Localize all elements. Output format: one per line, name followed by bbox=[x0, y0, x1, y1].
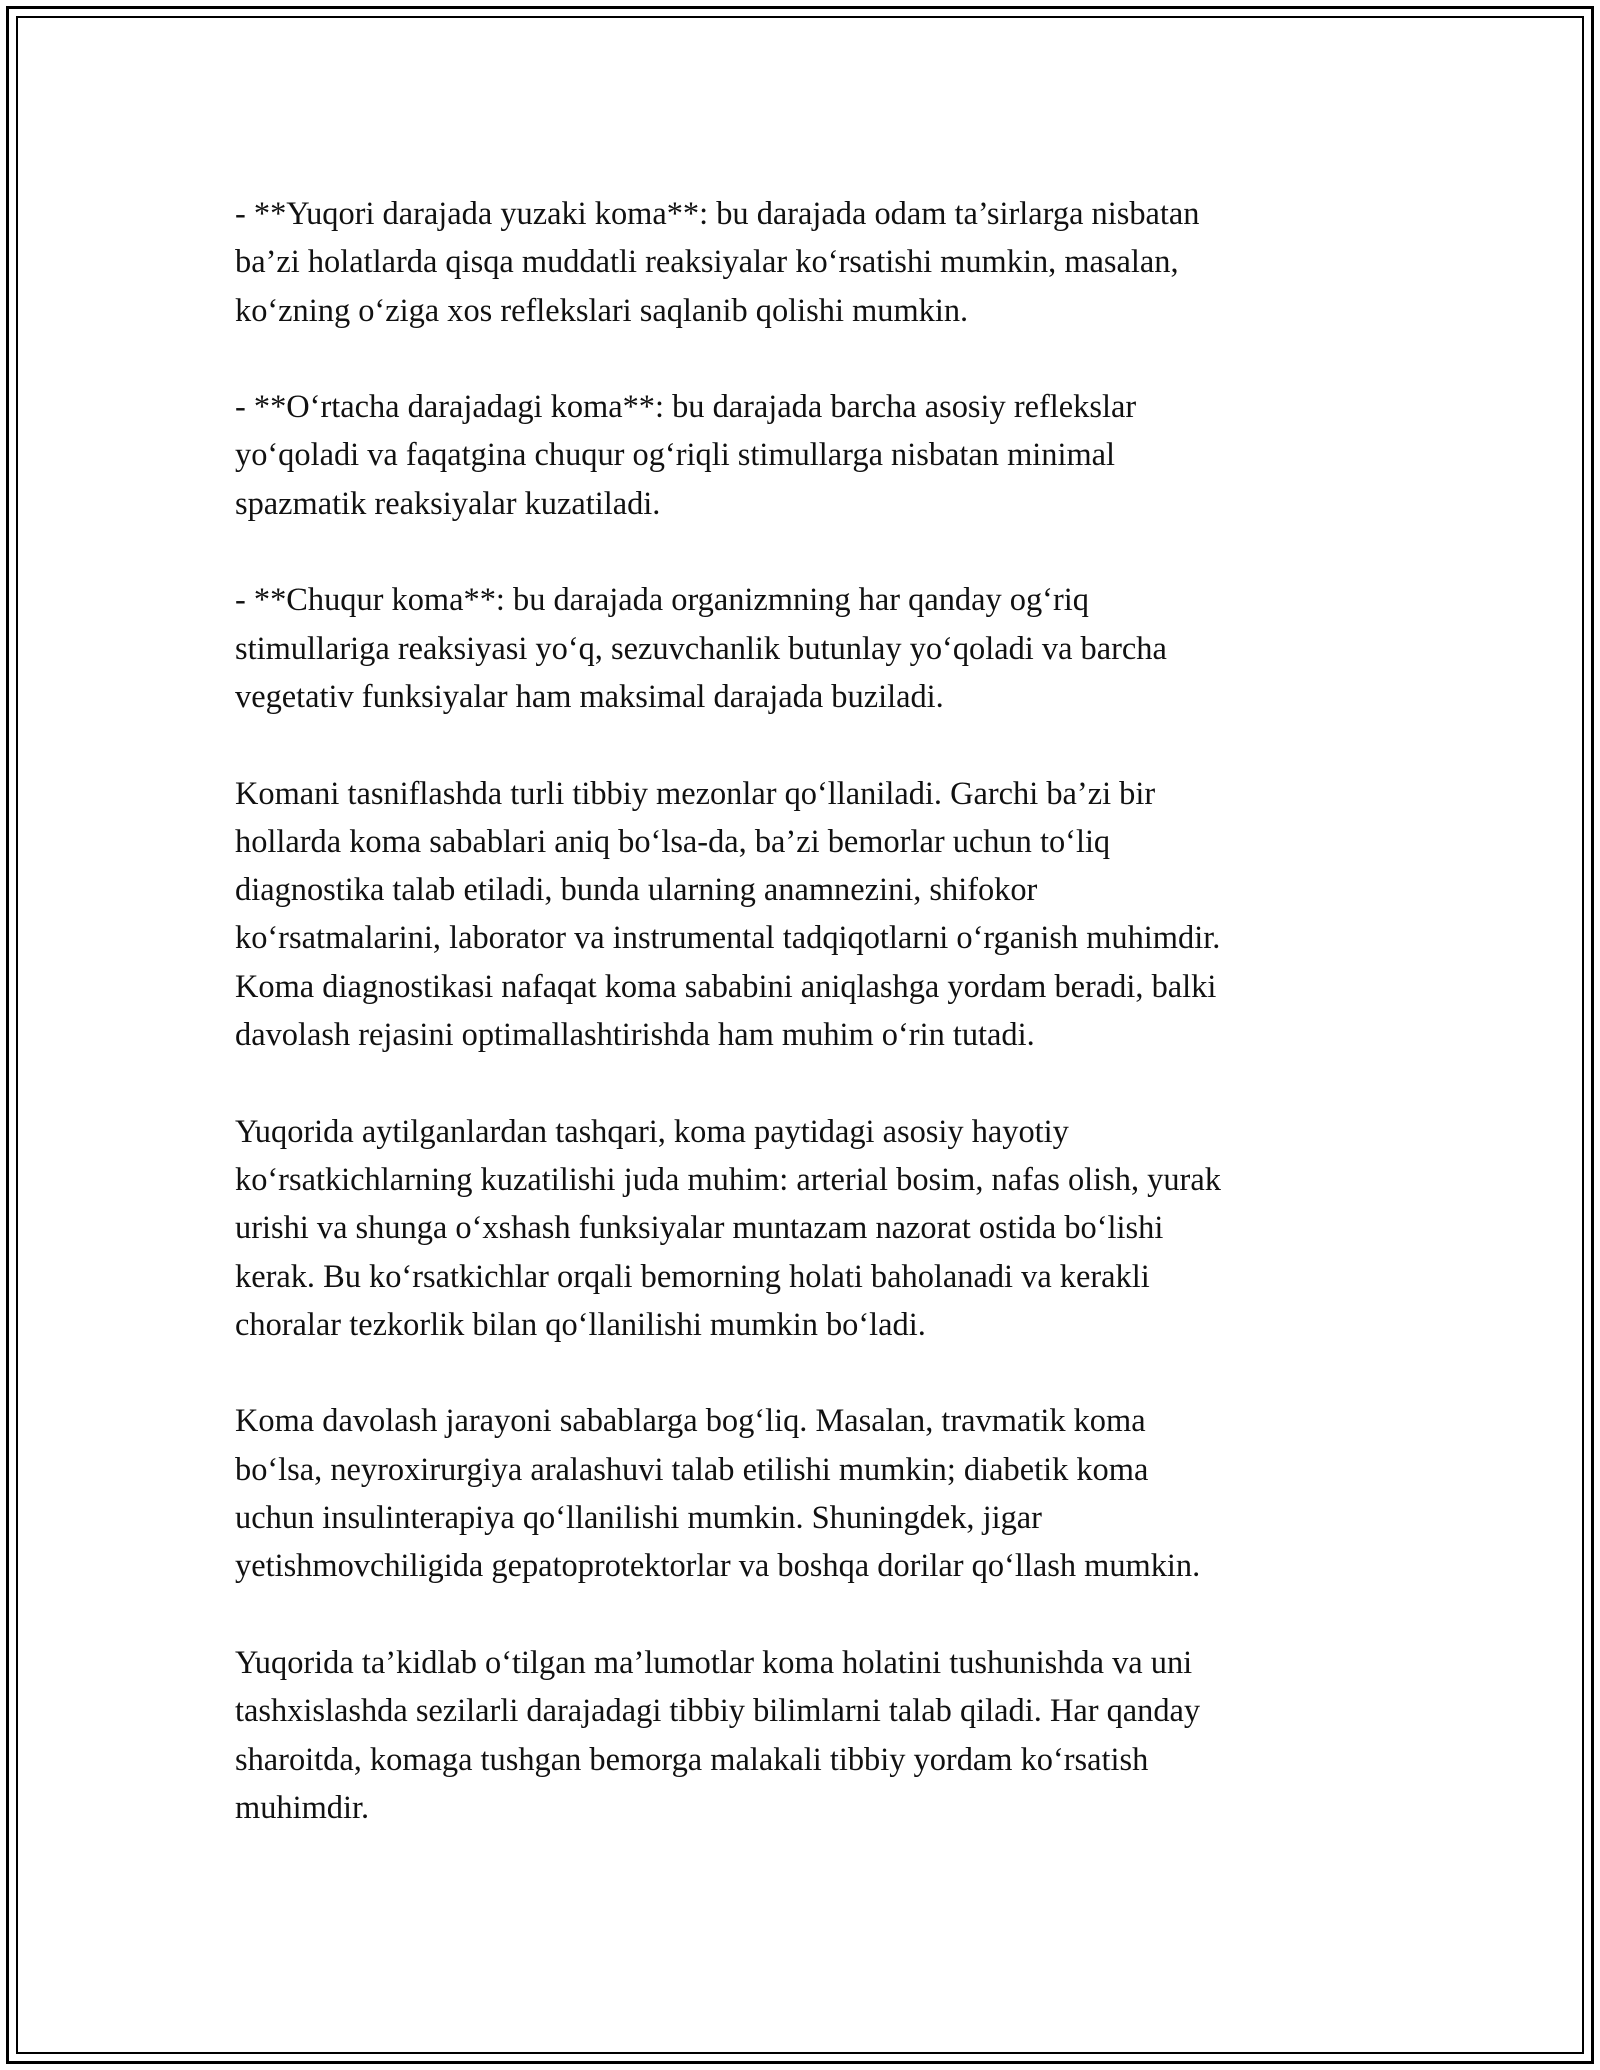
paragraph-classification: Komani tasniflashda turli tibbiy mezonlar qo‘llaniladi. Garchi ba’zi bir hollarda koma sabablari aniq bo‘lsa-da, ba’zi bemorlar uchun to‘liq diagnostika talab etiladi, bunda ularning anamnezini, shifokor ko‘rsatmalarini, laborator va instrumental tadqiqotlarni o‘rganish muhimdir. Koma diagnostikasi nafaqat koma sababini aniqlashga yordam beradi, balki davolash rejasini optimallashtirishda ham muhim o‘rin tutadi. bbox=[235, 775, 1221, 1054]
paragraph-superficial-coma: - **Yuqori darajada yuzaki koma**: bu darajada odam ta’sirlarga nisbatan ba’zi holatlarda qisqa muddatli reaksiyalar ko‘rsatishi mumkin, masalan, ko‘zning o‘ziga xos reflekslari saqlanib qolishi mumkin. bbox=[235, 196, 1200, 329]
paragraph-conclusion: Yuqorida ta’kidlab o‘tilgan ma’lumotlar koma holatini tushunishda va uni tashxislashda sezilarli darajadagi tibbiy bilimlarni talab qiladi. Har qanday sharoitda, komaga tushgan bemorga malakali tibbiy yordam ko‘rsatish muhimdir. bbox=[235, 1644, 1201, 1826]
paragraph-treatment: Koma davolash jarayoni sabablarga bog‘liq. Masalan, travmatik koma bo‘lsa, neyroxirurgiya aralashuvi talab etilishi mumkin; diabetik koma uchun insulinterapiya qo‘llanilishi mumkin. Shuningdek, jigar yetishmovchiligida gepatoprotektorlar va boshqa dorilar qo‘llash mumkin. bbox=[235, 1403, 1201, 1585]
paragraph-vital-signs: Yuqorida aytilganlardan tashqari, koma paytidagi asosiy hayotiy ko‘rsatkichlarning kuzatilishi juda muhim: arterial bosim, nafas olish, yurak urishi va shunga o‘xshash funksiyalar muntazam nazorat ostida bo‘lishi kerak. Bu ko‘rsatkichlar orqali bemorning holati baholanadi va kerakli choralar tezkorlik bilan qo‘llanilishi mumkin bo‘ladi. bbox=[235, 1113, 1221, 1343]
paragraph-deep-coma: - **Chuqur koma**: bu darajada organizmning har qanday og‘riq stimullariga reaksiyasi yo‘q, sezuvchanlik butunlay yo‘qoladi va barcha vegetativ funksiyalar ham maksimal darajada buziladi. bbox=[235, 582, 1167, 715]
paragraph-moderate-coma: - **O‘rtacha darajadagi koma**: bu darajada barcha asosiy reflekslar yo‘qoladi va faqatgina chuqur og‘riqli stimullarga nisbatan minimal spazmatik reaksiyalar kuzatiladi. bbox=[235, 389, 1137, 522]
document-body bbox=[235, 190, 1365, 1880]
